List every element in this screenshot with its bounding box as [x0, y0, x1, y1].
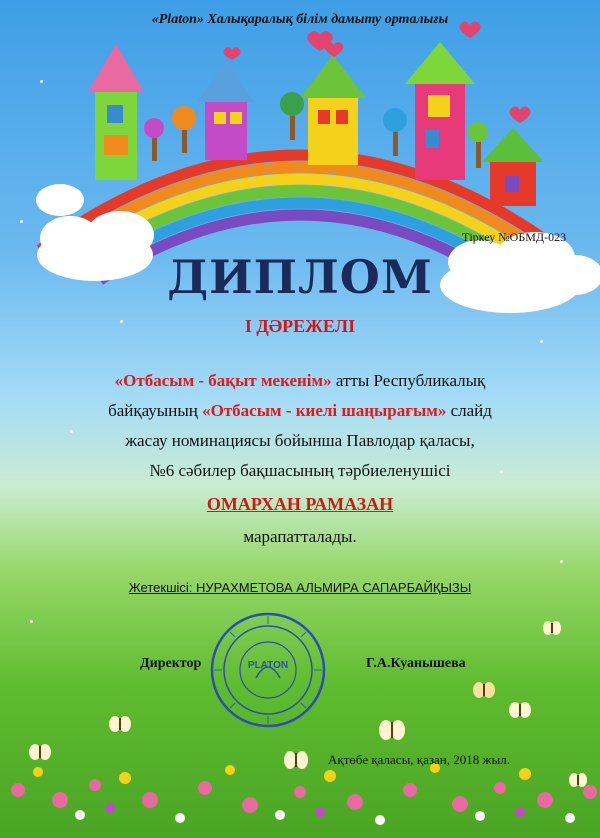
- organization-header: «Platon» Халықаралық білім дамыту орталығы: [151, 12, 449, 27]
- stamp-center-text: PLATON: [247, 660, 289, 671]
- degree-label: І ДӘРЕЖЕЛІ: [244, 316, 356, 336]
- official-stamp: [208, 610, 328, 730]
- place-and-date: Ақтөбе қаласы, қазан, 2018 жыл.: [328, 752, 510, 767]
- body-line-2-start: байқауының: [108, 401, 203, 420]
- registration-number: Тіркеу №ОБМД-023: [462, 230, 567, 244]
- body-line-4: №6 сәбилер бақшасының тәрбиеленушісі: [149, 461, 451, 480]
- house-purple: [198, 60, 254, 160]
- signature-role: Директор: [140, 656, 202, 671]
- diploma-title: ДИПЛОМ: [167, 250, 433, 304]
- body-line-2-rest: слайд: [446, 401, 492, 420]
- house-yellow: [300, 55, 366, 165]
- body-line-1: [40, 366, 560, 396]
- supervisor-line: Жетекшісі: НУРАХМЕТОВА АЛЬМИРА САПАРБАЙҚЫЗЫ: [128, 580, 472, 595]
- house-green: [88, 44, 144, 180]
- awarded-text: марапатталады.: [243, 527, 357, 546]
- house-red: [482, 128, 544, 206]
- hearts: [223, 22, 530, 124]
- competition-name: «Отбасым - бақыт мекенім»: [114, 371, 332, 390]
- recipient-name: ОМАРХАН РАМАЗАН: [206, 494, 394, 514]
- body-line-3: жасау номинациясы бойынша Павлодар қаласы,: [125, 431, 475, 450]
- nomination-name: «Отбасым - киелі шаңырағым»: [202, 401, 447, 420]
- signature-name: Г.А.Куанышева: [366, 656, 466, 671]
- body-line-1-rest: атты Республикалық: [331, 371, 486, 390]
- house-pink: [405, 42, 475, 180]
- body-line-2: [40, 396, 560, 426]
- flowers: [11, 763, 597, 825]
- diploma-body: [40, 366, 560, 486]
